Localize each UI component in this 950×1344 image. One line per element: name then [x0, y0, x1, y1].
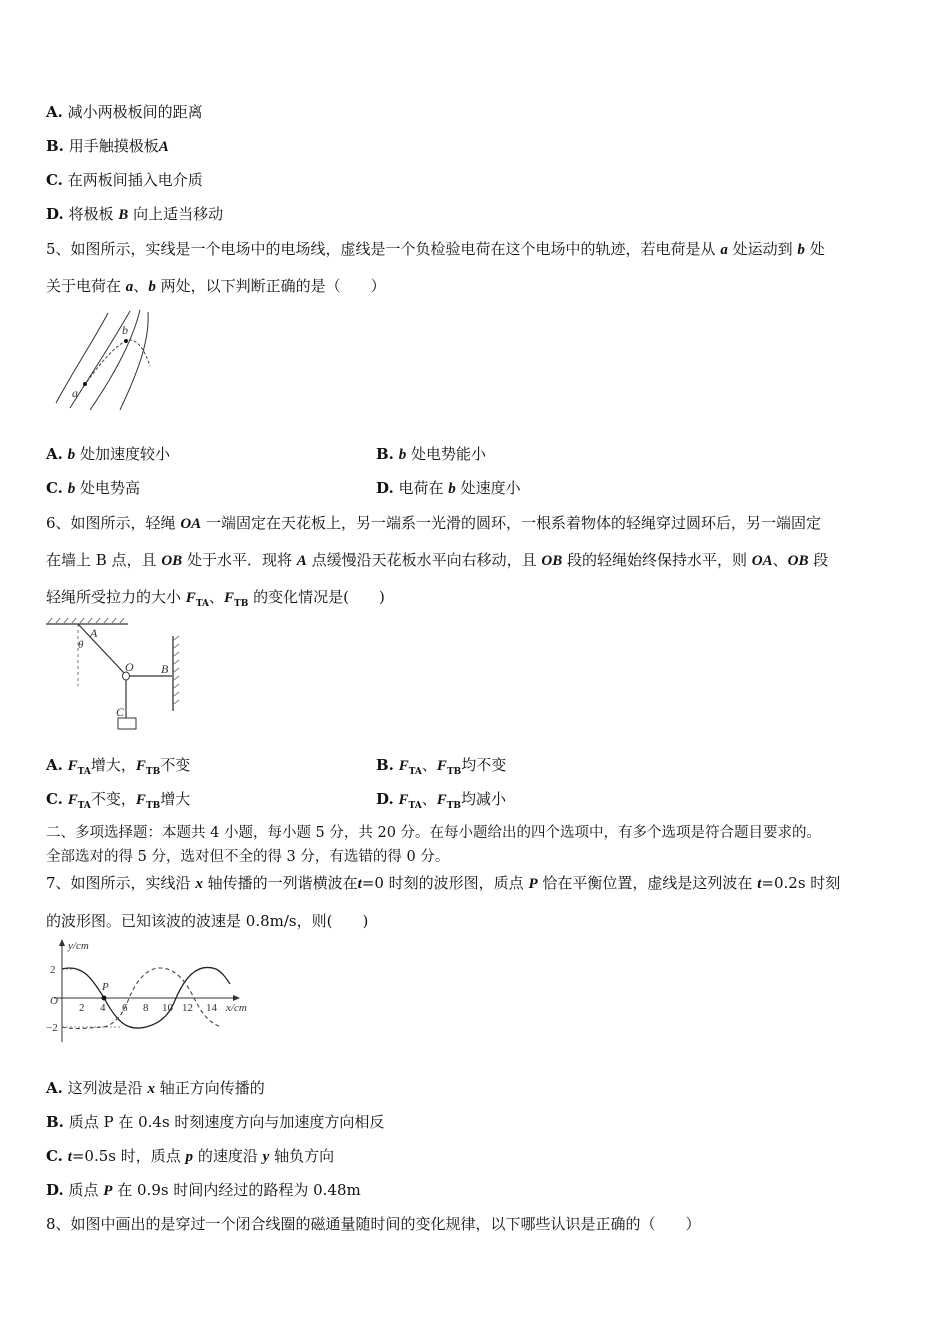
- q7-ytick-2: 2: [50, 964, 56, 976]
- q6-option-b: B. $F_{TA}$、$F_{TB}$均不变: [376, 756, 507, 777]
- q4-option-c: C. 在两板间插入电介质: [46, 171, 203, 189]
- q7-stem-line1: 7、如图所示，实线沿 x 轴传播的一列谐横波在t=0 时刻的波形图，质点 P 恰在平衡位置，虚线是这列波在 t=0.2s 时刻: [46, 874, 841, 892]
- q6-label-C: C: [116, 705, 125, 719]
- q6-option-a: A. $F_{TA}$增大，$F_{TB}$不变: [46, 756, 191, 777]
- q4-option-d: D. 将极板 B 向上适当移动: [46, 205, 224, 223]
- section2-heading-line1: 二、多项选择题：本题共 4 小题，每小题 5 分，共 20 分。在每小题给出的四个选项中，有多个选项是符合题目要求的。: [46, 825, 822, 841]
- q5-option-b: B. b 处电势能小: [376, 445, 486, 463]
- q4-option-b: B. 用手触摸极板A: [46, 137, 169, 155]
- q6-rope-figure: [44, 618, 184, 736]
- q6-option-c: C. $F_{TA}$不变，$F_{TB}$增大: [46, 790, 191, 811]
- q6-label-theta: θ: [78, 639, 84, 651]
- q7-stem-line2: 的波形图。已知该波的波速是 0.8m/s，则( ): [46, 912, 369, 930]
- q6-stem-line2: 在墙上 B 点，且 OB 处于水平．现将 A 点缓慢沿天花板水平向右移动，且 OB 段的轻绳始终保持水平，则 OA、OB 段: [46, 551, 829, 569]
- q7-xtick-10: 10: [162, 1002, 173, 1014]
- q7-xtick-8: 8: [143, 1002, 149, 1014]
- q6-option-d: D. $F_{TA}$、$F_{TB}$均减小: [376, 790, 507, 811]
- q7-option-b: B. 质点 P 在 0.4s 时刻速度方向与加速度方向相反: [46, 1113, 385, 1131]
- q7-xtick-6: 6: [122, 1002, 128, 1014]
- q4-option-a: A. 减小两极板间的距离: [46, 103, 203, 121]
- q8-stem-line1: 8、如图中画出的是穿过一个闭合线圈的磁通量随时间的变化规律，以下哪些认识是正确的（ ）: [46, 1215, 701, 1233]
- q6-stem-line3: 轻绳所受拉力的大小 $F_{TA}$、$F_{TB}$ 的变化情况是( ): [46, 588, 385, 609]
- q7-ytick-neg2: −2: [46, 1022, 58, 1034]
- q6-label-O: O: [125, 660, 134, 674]
- q6-label-B: B: [161, 662, 169, 676]
- q7-xlabel: x/cm: [226, 1002, 247, 1014]
- q7-point-p: P: [102, 981, 109, 993]
- q5-option-a: A. b 处加速度较小: [46, 445, 170, 463]
- q6-stem-line1: 6、如图所示，轻绳 OA 一端固定在天花板上，另一端系一光滑的圆环，一根系着物体的轻绳穿过圆环后，另一端固定: [46, 514, 821, 532]
- q7-option-c: C. t=0.5s 时，质点 p 的速度沿 y 轴负方向: [46, 1147, 335, 1165]
- q5-label-b: b: [122, 323, 128, 337]
- q5-option-d: D. 电荷在 b 处速度小: [376, 479, 521, 497]
- q5-option-c: C. b 处电势高: [46, 479, 140, 497]
- q5-label-a: a: [72, 386, 78, 400]
- q7-ylabel: y/cm: [68, 940, 89, 952]
- q7-xtick-2: 2: [79, 1002, 85, 1014]
- q5-field-figure: [50, 308, 160, 413]
- q7-xtick-12: 12: [182, 1002, 193, 1014]
- q7-xtick-4: 4: [100, 1002, 106, 1014]
- q7-xtick-14: 14: [206, 1002, 217, 1014]
- q7-origin: O: [50, 995, 58, 1007]
- q5-stem-line1: 5、如图所示，实线是一个电场中的电场线，虚线是一个负检验电荷在这个电场中的轨迹，若电荷是从 a 处运动到 b 处: [46, 240, 825, 258]
- section2-heading-line2: 全部选对的得 5 分，选对但不全的得 3 分，有选错的得 0 分。: [46, 849, 450, 865]
- q5-stem-line2: 关于电荷在 a、b 两处，以下判断正确的是（ ）: [46, 277, 386, 295]
- q6-label-A: A: [90, 626, 98, 640]
- q7-wave-figure: [44, 938, 264, 1048]
- q7-option-d: D. 质点 P 在 0.9s 时间内经过的路程为 0.48m: [46, 1181, 361, 1199]
- q7-option-a: A. 这列波是沿 x 轴正方向传播的: [46, 1079, 265, 1097]
